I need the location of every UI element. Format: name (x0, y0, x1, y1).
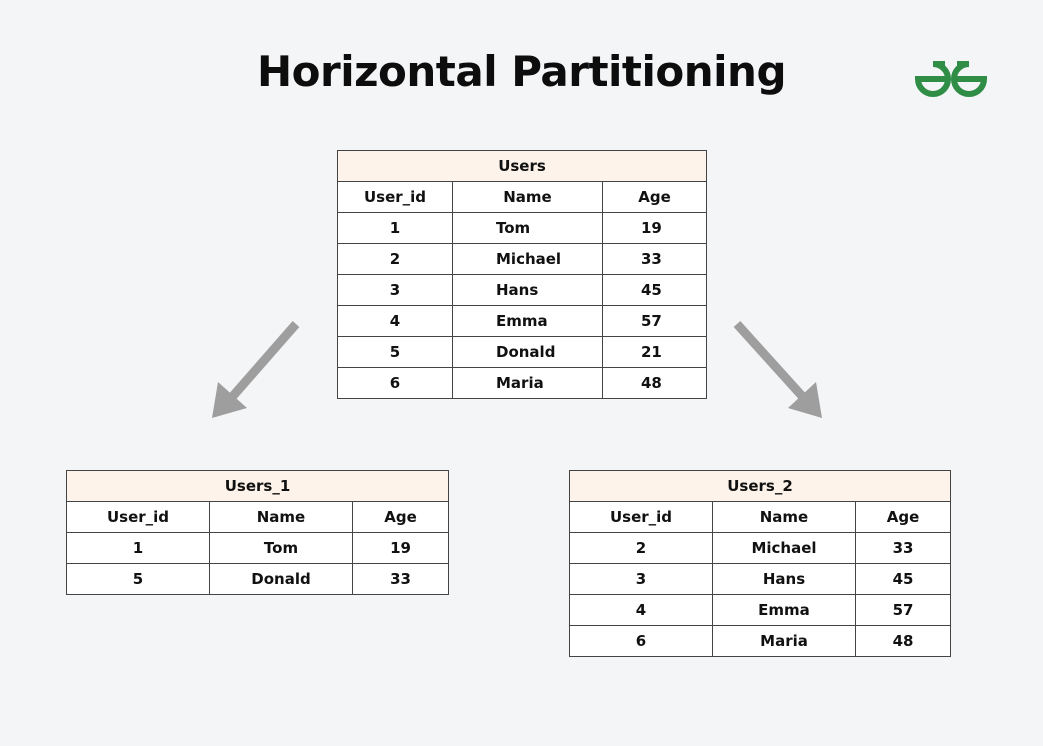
age-cell: 19 (353, 533, 449, 564)
column-header: User_id (67, 502, 210, 533)
age-cell: 48 (856, 626, 951, 657)
table-row (67, 533, 449, 564)
user-id-cell: 3 (570, 564, 713, 595)
column-header: Age (353, 502, 449, 533)
users-table (337, 150, 707, 399)
name-cell: Michael (453, 244, 603, 275)
user-id-cell: 4 (338, 306, 453, 337)
table-header-row (67, 502, 449, 533)
name-cell: Hans (713, 564, 856, 595)
table-row (338, 244, 707, 275)
users-1-table (66, 470, 449, 595)
user-id-cell: 4 (570, 595, 713, 626)
name-cell: Tom (453, 213, 603, 244)
table-header-row (338, 182, 707, 213)
table-row (570, 595, 951, 626)
age-cell: 45 (603, 275, 707, 306)
age-cell: 33 (353, 564, 449, 595)
user-id-cell: 1 (67, 533, 210, 564)
arrow-to-users-2 (737, 324, 822, 418)
age-cell: 57 (856, 595, 951, 626)
column-header: Name (453, 182, 603, 213)
column-header: User_id (338, 182, 453, 213)
user-id-cell: 6 (570, 626, 713, 657)
column-header: Age (856, 502, 951, 533)
name-cell: Maria (453, 368, 603, 399)
name-cell: Emma (713, 595, 856, 626)
table-row (338, 275, 707, 306)
column-header: Name (210, 502, 353, 533)
column-header: Name (713, 502, 856, 533)
age-cell: 21 (603, 337, 707, 368)
name-cell: Maria (713, 626, 856, 657)
age-cell: 33 (856, 533, 951, 564)
table-row (338, 368, 707, 399)
table-row (570, 533, 951, 564)
table-row (67, 564, 449, 595)
table-row (570, 626, 951, 657)
user-id-cell: 2 (338, 244, 453, 275)
age-cell: 33 (603, 244, 707, 275)
user-id-cell: 2 (570, 533, 713, 564)
name-cell: Donald (210, 564, 353, 595)
user-id-cell: 3 (338, 275, 453, 306)
page-title: Horizontal Partitioning (256, 47, 787, 96)
age-cell: 48 (603, 368, 707, 399)
name-cell: Donald (453, 337, 603, 368)
user-id-cell: 5 (67, 564, 210, 595)
user-id-cell: 5 (338, 337, 453, 368)
table-caption: Users (338, 151, 707, 182)
table-caption: Users_2 (570, 471, 951, 502)
name-cell: Hans (453, 275, 603, 306)
user-id-cell: 1 (338, 213, 453, 244)
age-cell: 57 (603, 306, 707, 337)
table-header-row (570, 502, 951, 533)
name-cell: Emma (453, 306, 603, 337)
table-row (570, 564, 951, 595)
users-2-table (569, 470, 951, 657)
table-row (338, 213, 707, 244)
name-cell: Tom (210, 533, 353, 564)
table-caption: Users_1 (67, 471, 449, 502)
column-header: User_id (570, 502, 713, 533)
age-cell: 45 (856, 564, 951, 595)
age-cell: 19 (603, 213, 707, 244)
arrow-to-users-1 (212, 324, 296, 418)
user-id-cell: 6 (338, 368, 453, 399)
table-row (338, 306, 707, 337)
table-row (338, 337, 707, 368)
name-cell: Michael (713, 533, 856, 564)
column-header: Age (603, 182, 707, 213)
